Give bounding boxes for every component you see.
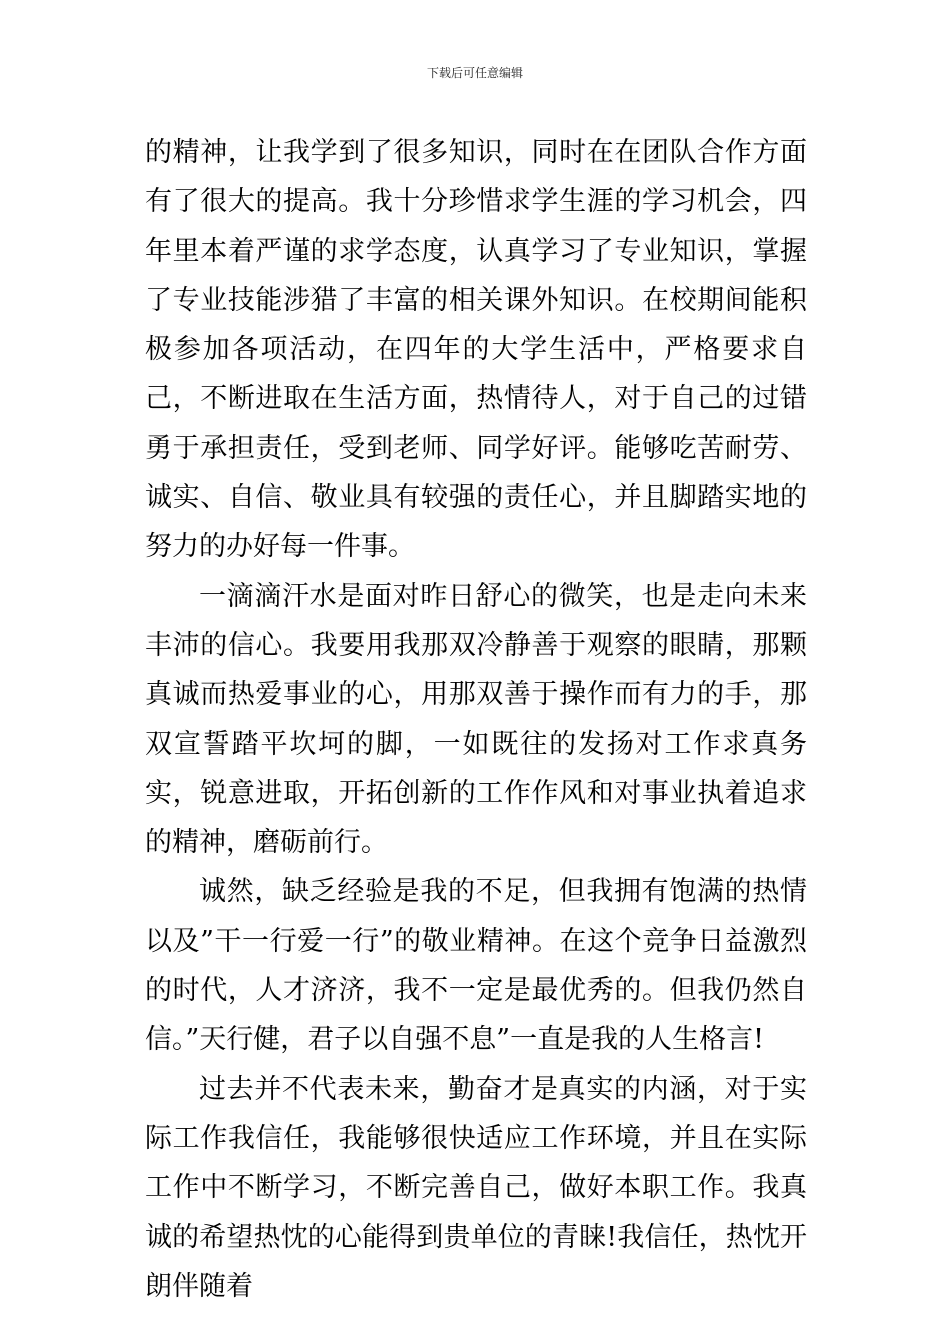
paragraph-sweat: 一滴滴汗水是面对昨日舒心的微笑，也是走向未来丰沛的信心。我要用我那双冷静善于观察的眼睛，那颗真诚而热爱事业的心，用那双善于操作而有力的手，那双宣誓踏平坎坷的脚，一如既往的发扬对工作求真务实，锐意进取，开拓创新的工作作风和对事业执着追求的精神，磨砺前行。 <box>145 580 807 859</box>
paragraph-future: 过去并不代表未来，勤奋才是真实的内涵，对于实际工作我信任，我能够很快适应工作环境，并且在实际工作中不断学习，不断完善自己，做好本职工作。我真诚的希望热忱的心能得到贵单位的青睐!我信任，热忱开朗伴随着 <box>145 1073 807 1302</box>
paragraph-continuation: 的精神，让我学到了很多知识，同时在在团队合作方面有了很大的提高。我十分珍惜求学生涯的学习机会，四年里本着严谨的求学态度，认真学习了专业知识，掌握了专业技能涉猎了丰富的相关课外知识。在校期间能积极参加各项活动，在四年的大学生活中，严格要求自己，不断进取在生活方面，热情待人，对于自己的过错勇于承担责任，受到老师、同学好评。能够吃苦耐劳、诚实、自信、敬业具有较强的责任心，并且脚踏实地的努力的办好每一件事。 <box>145 137 807 563</box>
paragraph-experience: 诚然，缺乏经验是我的不足，但我拥有饱满的热情以及”干一行爱一行”的敬业精神。在这个竞争日益激烈的时代，人才济济，我不一定是最优秀的。但我仍然自信。”天行健，君子以自强不息”一直是我的人生格言! <box>145 876 807 1056</box>
document-body <box>145 128 807 1311</box>
page-header: 下载后可任意编辑 <box>426 66 523 80</box>
